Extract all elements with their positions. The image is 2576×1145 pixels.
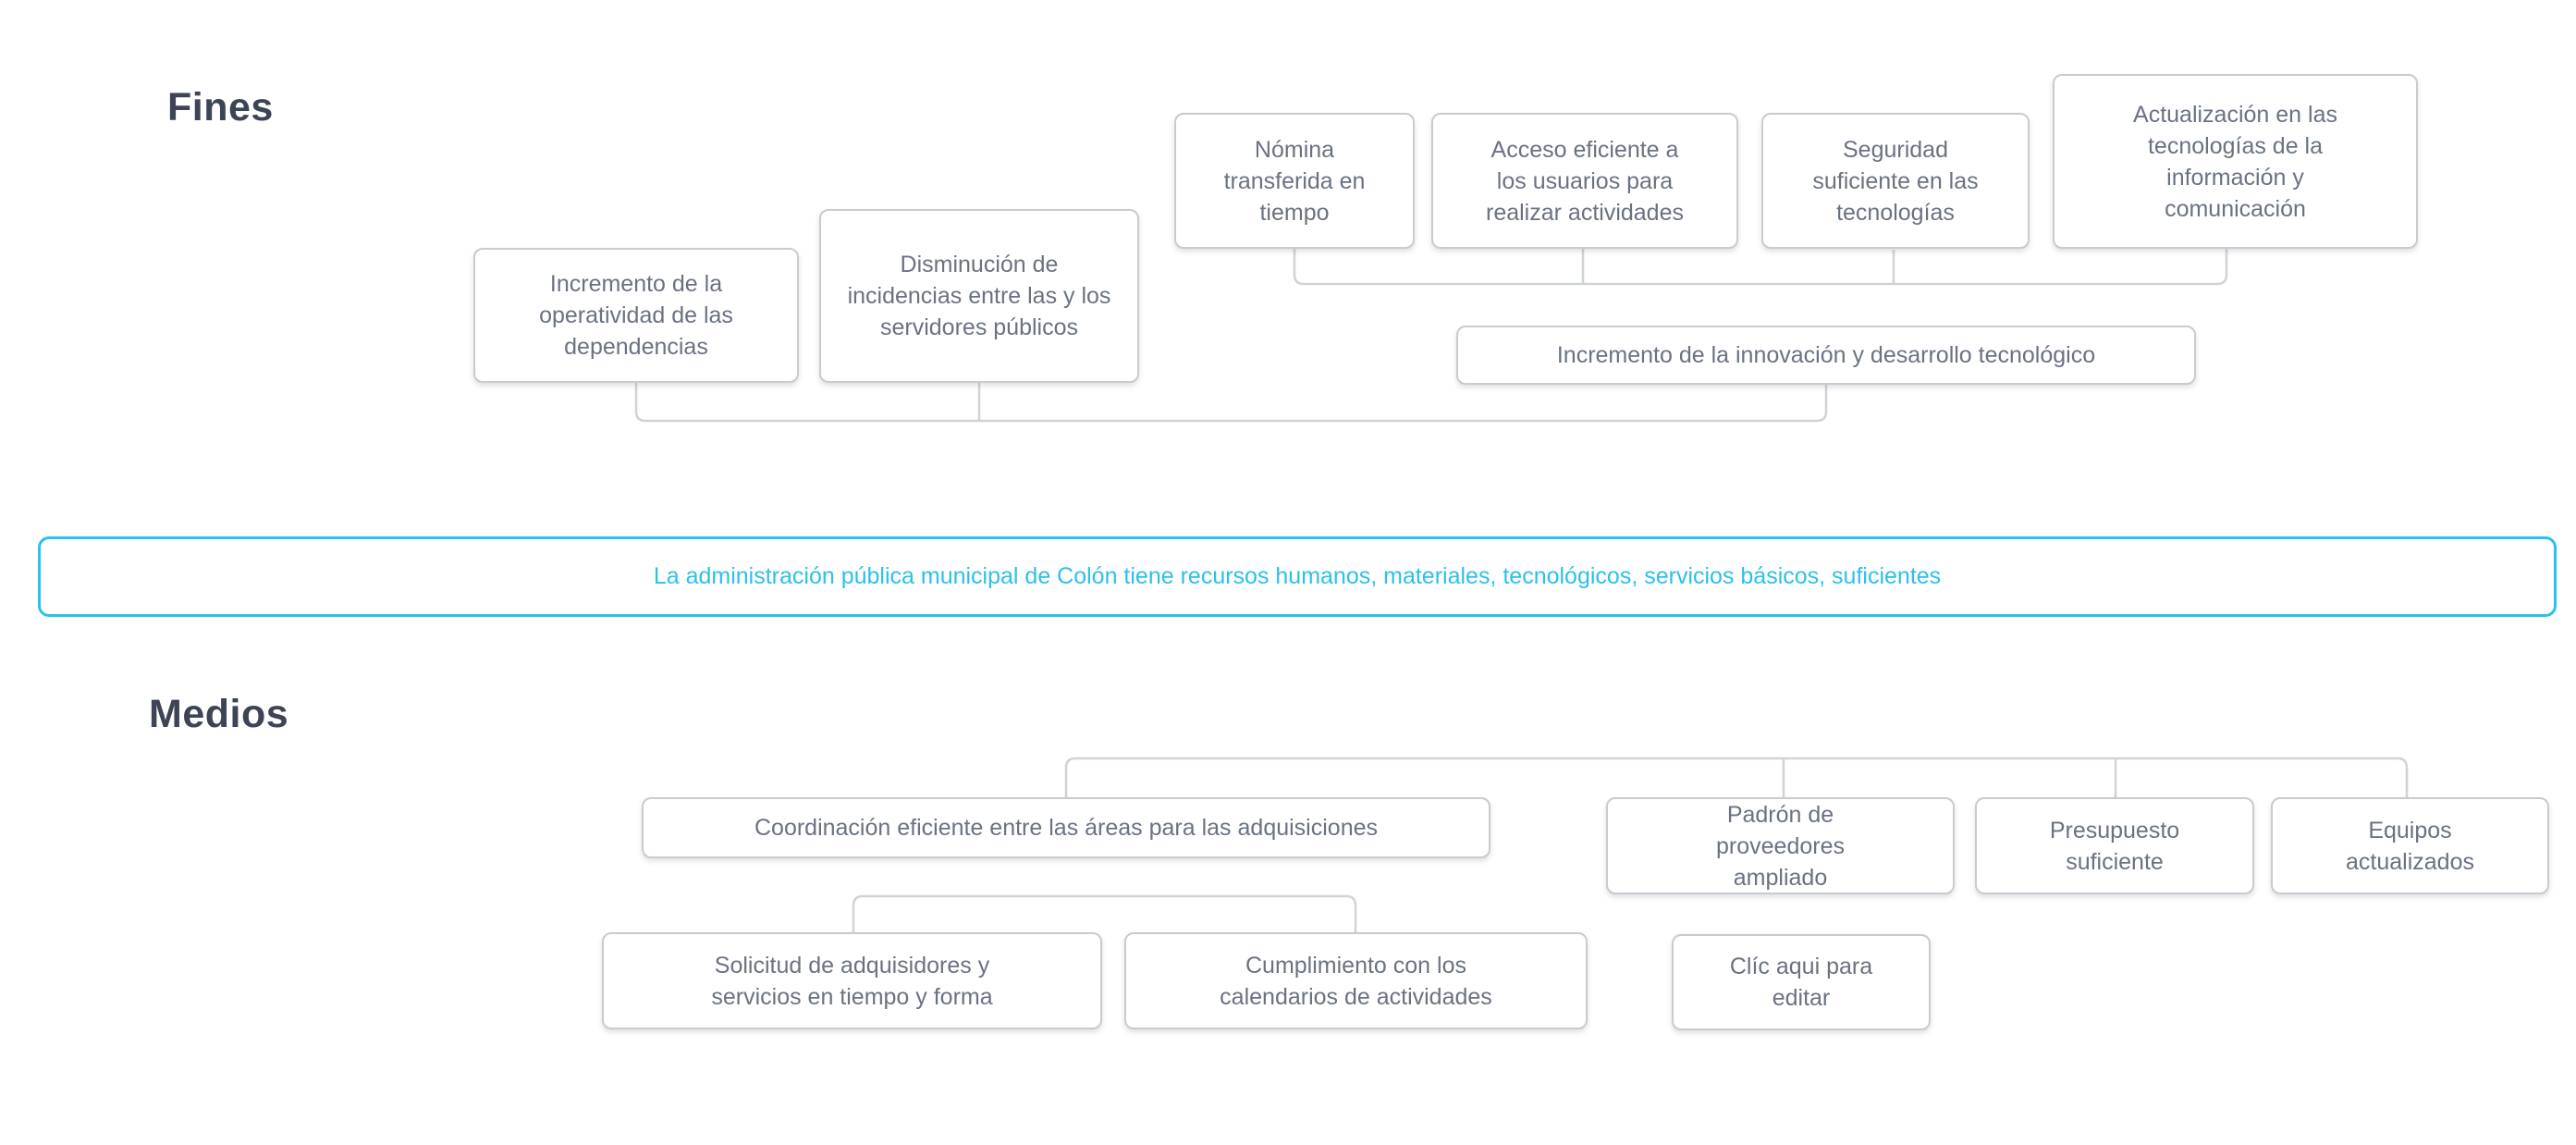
node-cumplimiento-calendarios[interactable]: Cumplimiento con los calendarios de actividades [1124, 932, 1588, 1029]
node-seguridad-tecnologias[interactable]: Seguridad suficiente en las tecnologías [1761, 113, 2030, 249]
node-acceso-eficiente[interactable]: Acceso eficiente a los usuarios para realizar actividades [1431, 113, 1738, 249]
node-incremento-innovacion[interactable]: Incremento de la innovación y desarrollo tecnológico [1456, 326, 2196, 385]
node-disminucion-incidencias[interactable]: Disminución de incidencias entre las y los servidores públicos [819, 209, 1139, 383]
node-equipos-actualizados[interactable]: Equipos actualizados [2271, 797, 2549, 894]
node-solicitud-adquisidores[interactable]: Solicitud de adquisidores y servicios en tiempo y forma [602, 932, 1102, 1029]
node-actualizacion-tic[interactable]: Actualización en las tecnologías de la información y comunicación [2053, 74, 2418, 249]
node-nomina-transferida[interactable]: Nómina transferida en tiempo [1174, 113, 1415, 249]
section-title-fines: Fines [167, 85, 274, 129]
node-presupuesto-suficiente[interactable]: Presupuesto suficiente [1975, 797, 2254, 894]
node-coordinacion-adquisiciones[interactable]: Coordinación eficiente entre las áreas para las adquisiciones [642, 797, 1490, 858]
section-title-medios: Medios [149, 692, 289, 736]
connector-fines-bottom-bus [636, 382, 1826, 421]
connector-medios-sub-bus [853, 896, 1355, 932]
central-objective-node[interactable]: La administración pública municipal de Colón tiene recursos humanos, materiales, tecnológicos, servicios básicos, suficientes [38, 536, 2557, 617]
connector-medios-top-bus [1066, 758, 2407, 797]
node-incremento-operatividad[interactable]: Incremento de la operatividad de las dependencias [473, 248, 799, 383]
node-clic-para-editar[interactable]: Clíc aqui para editar [1672, 934, 1931, 1030]
node-padron-proveedores[interactable]: Padrón de proveedores ampliado [1606, 797, 1955, 894]
connector-fines-top-bus [1294, 248, 2226, 284]
